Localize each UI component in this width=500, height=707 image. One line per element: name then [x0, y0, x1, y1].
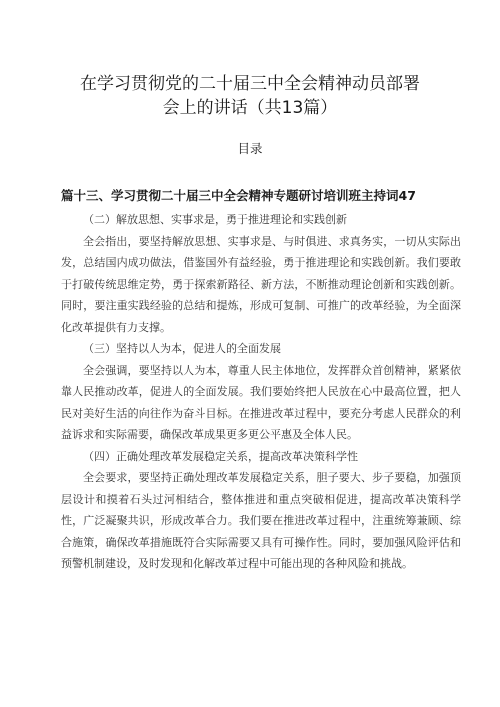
document-title-line2: 会上的讲话（共13篇）	[162, 98, 338, 118]
paragraph: 全会强调，要坚持以人为本，尊重人民主体地位，发挥群众首创精神，紧紧依靠人民推动改革，促进人的全面发展。我们要始终把人民放在心中最高位置，把人民对美好生活的向往作为奋斗目标。在推进改革过程中，要充分考虑人民群众的利益诉求和实际需要，确保改革成果更多更公平惠及全体人民。	[61, 363, 461, 441]
toc-entry: 篇十三、学习贯彻二十届三中全会精神专题研讨培训班主持词47	[61, 188, 416, 203]
section-heading: （二）解放思想、实事求是，勇于推进理论和实践创新	[83, 213, 347, 226]
section-heading: （四）正确处理改革发展稳定关系，提高改革决策科学性	[83, 449, 358, 463]
toc-heading: 目录	[237, 141, 263, 156]
document-title-line1: 在学习贯彻党的二十届三中全会精神动员部署	[80, 74, 420, 94]
section-heading: （三）坚持以人为本，促进人的全面发展	[83, 342, 281, 355]
paragraph: 全会指出，要坚持解放思想、实事求是、与时俱进、求真务实，一切从实际出发，总结国内成功做法，借鉴国外有益经验，勇于推进理论和实践创新。我们要敢于打破传统思维定势，勇于探索新路径、新方法，不断推动理论创新和实践创新。同时，要注重实践经验的总结和提炼，形成可复制、可推广的改革经验，为全面深化改革提供有力支撑。	[61, 234, 461, 334]
paragraph: 全会要求，要坚持正确处理改革发展稳定关系，胆子要大、步子要稳，加强顶层设计和摸着石头过河相结合，整体推进和重点突破相促进，提高改革决策科学性，广泛凝聚共识，形成改革合力。我们要在推进改革过程中，注重统筹兼顾、综合施策，确保改革措施既符合实际需要又具有可操作性。同时，要加强风险评估和预警机制建设，及时发现和化解改革过程中可能出现的各种风险和挑战。	[61, 471, 461, 570]
document-body	[61, 209, 461, 575]
